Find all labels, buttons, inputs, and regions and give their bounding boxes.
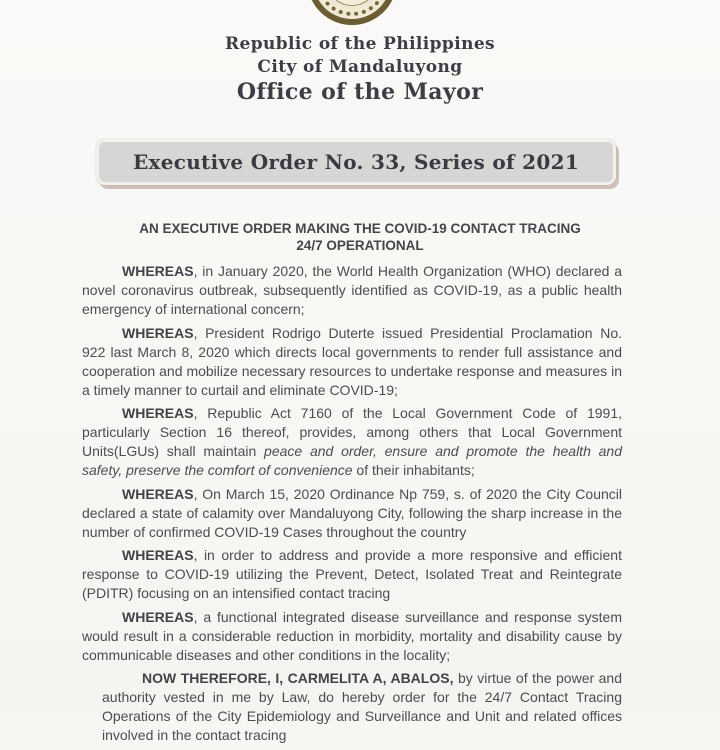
executive-order-title: Executive Order No. 33, Series of 2021	[132, 150, 580, 174]
paragraph-lead: WHEREAS	[122, 263, 194, 279]
paragraph-text: , On March 15, 2020 Ordinance Np 759, s. of 2020 the City Council declared a state of calamity over Mandaluyong City, following the sharp increase in the number of confirmed COVID-19 Cases throughout the country	[82, 485, 622, 540]
whereas-paragraph-6	[82, 608, 622, 665]
paragraph-text: of their inhabitants;	[352, 462, 475, 478]
letterhead	[0, 33, 720, 106]
whereas-paragraph-3	[82, 404, 622, 480]
paragraph-text: , a functional integrated disease surveillance and response system would result in a considerable reduction in morbidity, mortality and disability cause by communicable diseases and other conditions in the locality;	[82, 608, 622, 663]
letterhead-city-line: City of Mandaluyong	[257, 57, 463, 77]
paragraph-text: , President Rodrigo Duterte issued Presidential Proclamation No. 922 last March 8, 2020 which directs local governments to render full assistance and cooperation and mobilize necessary resources to undertake response and measures in a timely manner to curtail and eliminate COVID-19;	[82, 324, 622, 398]
paragraph-italic-text: peace and order, ensure and promote the health and safety, preserve the comfort of convenience	[82, 443, 622, 478]
paragraph-lead: WHEREAS	[122, 405, 194, 421]
city-seal-icon	[307, 0, 397, 25]
paragraph-lead: WHEREAS	[122, 324, 194, 341]
whereas-paragraph-5	[82, 546, 622, 603]
paragraph-text: by virtue of the power and authority vested in me by Law, do hereby order for the 24/7 Contact Tracing Operations of the City Epidemiology and Surveillance and Unit and related offices involved in the contact tracing	[102, 670, 622, 743]
order-subject-line-1: AN EXECUTIVE ORDER MAKING THE COVID-19 CONTACT TRACING	[139, 221, 581, 236]
paragraph-text: , in January 2020, the World Health Organization (WHO) declared a novel coronavirus outbreak, subsequently identified as COVID-19, as a public health emergency of international concern;	[82, 263, 622, 317]
paragraph-lead: WHEREAS	[122, 485, 194, 502]
executive-order-title-box	[96, 139, 616, 185]
whereas-paragraph-4	[82, 485, 622, 542]
letterhead-republic-line: Republic of the Philippines	[224, 34, 496, 54]
paragraph-lead: WHEREAS	[122, 547, 194, 563]
order-subject	[0, 221, 720, 254]
whereas-paragraph-1	[82, 262, 622, 319]
paragraph-lead: NOW THEREFORE, I, CARMELITA A, ABALOS,	[142, 670, 454, 686]
paragraph-lead: WHEREAS	[122, 608, 194, 625]
paragraph-text: , in order to address and provide a more responsive and efficient response to COVID-19 utilizing the Prevent, Detect, Isolated Treat and Reintegrate (PDITR) focusing on an intensified contact tracing	[82, 547, 622, 601]
whereas-paragraph-2	[82, 324, 622, 400]
ordering-paragraph	[82, 669, 622, 745]
document-body	[82, 262, 622, 750]
letterhead-office-line: Office of the Mayor	[236, 79, 484, 105]
order-subject-line-2: 24/7 OPERATIONAL	[296, 237, 424, 253]
paragraph-text: , Republic Act 7160 of the Local Government Code of 1991, particularly Section 16 thereof, provides, among others that Local Government Units(LGUs) shall maintain	[82, 405, 622, 459]
